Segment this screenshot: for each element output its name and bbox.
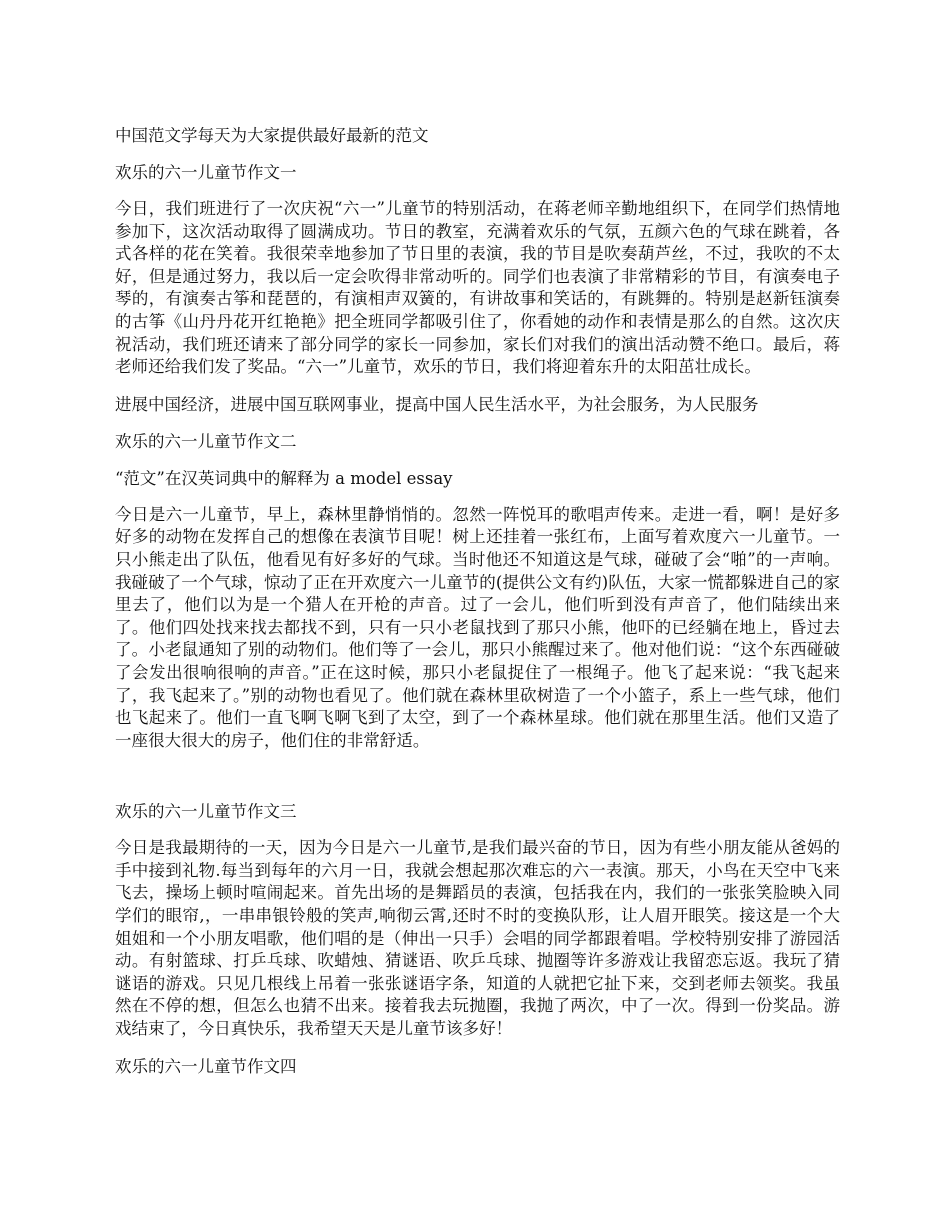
definition-line: “范文”在汉英词典中的解释为 a model essay [115,468,453,488]
slogan-line: 进展中国经济，进展中国互联网事业，提高中国人民生活水平，为社会服务，为人民服务 [115,394,759,414]
document-page [115,124,840,1092]
blank-spacer [115,766,840,800]
essay-heading-2: 欢乐的六一儿童节作文二 [115,431,297,451]
essay-paragraph-1: 今日，我们班进行了一次庆祝“六一”儿童节的特别活动，在蒋老师辛勤地组织下，在同学们热情地参加下，这次活动取得了圆满成功。节日的教室，充满着欢乐的气氛，五颜六色的气球在跳着，各式各样的花在笑着。我很荣幸地参加了节日里的表演，我的节目是吹奏葫芦丝，不过，我吹的不太好，但是通过努力，我以后一定会吹得非常动听的。同学们也表演了非常精彩的节目，有演奏电子琴的，有演奏古筝和琵琶的，有演相声双簧的，有讲故事和笑话的，有跳舞的。特别是赵新钰演奏的古筝《山丹丹花开红艳艳》把全班同学都吸引住了，你看她的动作和表情是那么的自然。这次庆祝活动，我们班还请来了部分同学的家长一同参加，家长们对我们的演出活动赞不绝口。最后，蒋老师还给我们发了奖品。“六一”儿童节，欢乐的节日，我们将迎着东升的太阳茁壮成长。 [115,199,840,377]
header-line: 中国范文学每天为大家提供最好最新的范文 [115,126,429,145]
essay-heading-1: 欢乐的六一儿童节作文一 [115,163,297,182]
essay-paragraph-3: 今日是我最期待的一天，因为今日是六一儿童节,是我们最兴奋的节日，因为有些小朋友能从爸妈的手中接到礼物.每当到每年的六月一日，我就会想起那次难忘的六一表演。那天，小鸟在天空中飞来飞去，操场上顿时喧闹起来。首先出场的是舞蹈员的表演，包括我在内，我们的一张张笑脸映入同学们的眼帘,，一串串银铃般的笑声,响彻云霄,还时不时的变换队形，让人眉开眼笑。接这是一个大姐姐和一个小朋友唱歌，他们唱的是（伸出一只手）会唱的同学都跟着唱。学校特别安排了游园活动。有射篮球、打乒乓球、吹蜡烛、猜谜语、吹乒乓球、抛圈等许多游戏让我留恋忘返。我玩了猜谜语的游戏。只见几根线上吊着一张张谜语字条，知道的人就把它扯下来，交到老师去领奖。我虽然在不停的想，但怎么也猜不出来。接着我去玩抛圈，我抛了两次，中了一次。得到一份奖品。游戏结束了，今日真快乐，我希望天天是儿童节该多好！ [115,838,840,1039]
essay-paragraph-2: 今日是六一儿童节，早上，森林里静悄悄的。忽然一阵悦耳的歌唱声传来。走进一看，啊！是好多好多的动物在发挥自己的想像在表演节目呢！树上还挂着一张红布，上面写着欢度六一儿童节。一只小熊走出了队伍，他看见有好多好的气球。当时他还不知道这是气球，碰破了会“啪”的一声响。我碰破了一个气球，惊动了正在开欢度六一儿童节的(提供公文有约)队伍，大家一慌都躲进自己的家里去了，他们以为是一个猎人在开枪的声音。过了一会儿，他们听到没有声音了，他们陆续出来了。他们四处找来找去都找不到，只有一只小老鼠找到了那只小熊，他吓的已经躺在地上，昏过去了。小老鼠通知了别的动物们。他们等了一会儿，那只小熊醒过来了。他对他们说：“这个东西碰破了会发出很响很响的声音。”正在这时候，那只小老鼠捉住了一根绳子。他飞了起来说：“我飞起来了，我飞起来了。”别的动物也看见了。他们就在森林里砍树造了一个小篮子，系上一些气球，他们也飞起来了。他们一直飞啊飞啊飞到了太空，到了一个森林星球。他们就在那里生活。他们又造了一座很大很大的房子，他们住的非常舒适。 [115,504,840,750]
essay-heading-4: 欢乐的六一儿童节作文四 [115,1056,297,1076]
essay-heading-3: 欢乐的六一儿童节作文三 [115,802,297,822]
